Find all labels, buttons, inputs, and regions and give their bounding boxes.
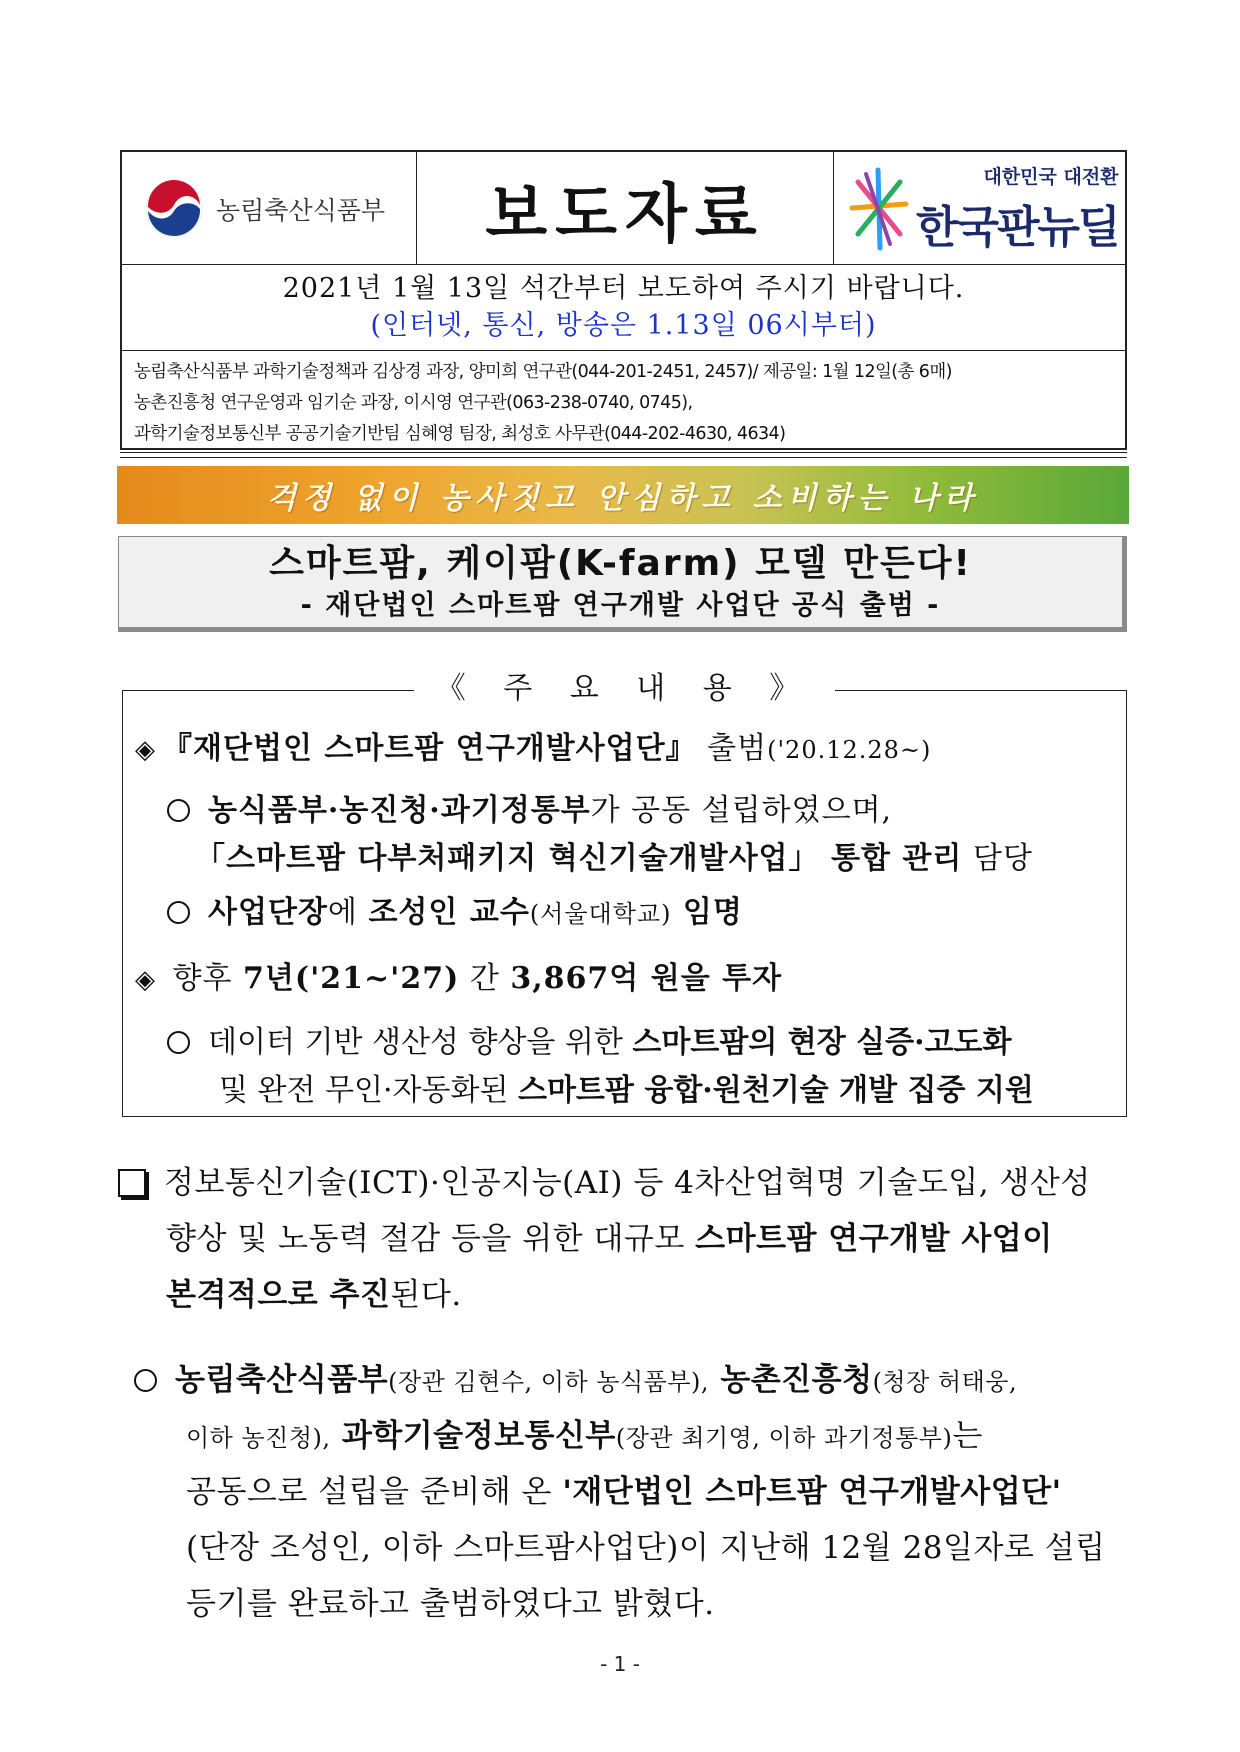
- embargo-row: [122, 265, 1125, 351]
- key-point-1-bold: 『재단법인 스마트팜 연구개발사업단』: [162, 731, 697, 766]
- contact-line: 과학기술정보통신부 공공기술기반팀 심혜영 팀장, 최성호 사무관(044-202-4630, 4634): [134, 424, 786, 444]
- ministry-logo-cell: [122, 152, 417, 265]
- key-point-2-period: 7년('21~'27): [243, 961, 460, 996]
- p2-line-3-bold: '재단법인 스마트팜 연구개발사업단': [562, 1474, 1062, 1510]
- diamond-bullet-icon: ◈: [135, 965, 156, 995]
- sub-3-cont-bold: 스마트팜 융합·원천기술 개발 집중 지원: [517, 1073, 1034, 1108]
- key-point-1-sub-1-cont: [195, 833, 1033, 877]
- header-table: [120, 150, 1127, 450]
- korea-government-emblem-icon: [144, 179, 204, 239]
- slogan-banner: [117, 466, 1129, 524]
- key-point-2-mid: 간: [459, 961, 511, 996]
- circle-bullet-icon: [134, 1369, 157, 1392]
- newdeal-text: [916, 162, 1119, 255]
- headline-title: 스마트팜, 케이팜(K-farm) 모델 만든다!: [269, 543, 972, 584]
- contact-line: 농림축산식품부 과학기술정책과 김상경 과장, 양미희 연구관(044-201-2451, 2457)/ 제공일: 1월 12일(총 6매): [134, 362, 952, 382]
- p2-line-3: [186, 1466, 1062, 1511]
- embargo-notice: 2021년 1월 13일 석간부터 보도하여 주시기 바랍니다.: [282, 273, 965, 304]
- checkbox-bullet-icon: [118, 1169, 146, 1197]
- contacts-row: [122, 351, 1125, 452]
- press-title: 보도자료: [485, 177, 765, 252]
- diamond-bullet-icon: ◈: [135, 735, 156, 765]
- p2-line-5: [186, 1578, 715, 1623]
- ministry-name: 농림축산식품부: [216, 195, 386, 225]
- sub-2-bold-1: 사업단장: [208, 895, 328, 930]
- circle-bullet-icon: [167, 901, 190, 924]
- newdeal-logo-cell: [834, 152, 1129, 265]
- sub-1-cont-bold: 「스마트팜 다부처패키지 혁신기술개발사업」 통합 관리: [195, 841, 963, 876]
- p1-line-2-text: 향상 및 노동력 절감 등을 위한 대규모: [166, 1221, 696, 1257]
- p1-line-3: [166, 1269, 462, 1314]
- press-title-cell: [417, 152, 834, 265]
- key-points-title-wrap: [123, 667, 1126, 711]
- p2-msit: 과학기술정보통신부: [330, 1418, 616, 1454]
- sub-2-text: 에: [327, 895, 369, 930]
- p2-line-5-text: 등기를 완료하고 출범하였다고 밝혔다.: [186, 1586, 715, 1622]
- key-point-1-sub-1: [167, 785, 892, 829]
- newdeal-burst-icon: [846, 164, 910, 254]
- sub-1-text: 가 공동 설립하였으며,: [590, 793, 893, 828]
- sub-3-bold: 스마트팜의 현장 실증·고도화: [632, 1025, 1012, 1060]
- circle-bullet-icon: [167, 1031, 190, 1054]
- p1-line-2: [166, 1213, 1053, 1258]
- key-point-2-sub-1: [167, 1017, 1012, 1061]
- p2-line-2: [186, 1410, 983, 1455]
- sub-1-cont-text: 담당: [962, 841, 1033, 876]
- p2-line-4-text: (단장 조성인, 이하 스마트팜사업단)이 지난해 12월 28일자로 설립: [186, 1530, 1106, 1566]
- key-point-1-text: 출범: [696, 731, 768, 766]
- sub-1-bold: 농식품부·농진청·과기정통부: [208, 793, 591, 828]
- p2-ministry-agri-note: (장관 김현수, 이하 농식품부),: [388, 1368, 710, 1396]
- p1-line-3-bold: 본격적으로 추진: [166, 1277, 391, 1313]
- key-point-1-sub-2: [167, 887, 743, 931]
- p1-line-1-text: 정보통신기술(ICT)·인공지능(AI) 등 4차산업혁명 기술도입, 생산성: [164, 1165, 1091, 1201]
- page-number: - 1 -: [600, 1652, 640, 1676]
- p2-line-3-text: 공동으로 설립을 준비해 온: [186, 1474, 563, 1510]
- sub-2-bold-2: 조성인 교수: [368, 895, 530, 930]
- key-points-title: 《 주 요 내 용 》: [414, 667, 836, 711]
- newdeal-title: 한국판뉴딜: [916, 202, 1119, 253]
- p2-rda: 농촌진흥청: [709, 1362, 873, 1398]
- key-point-2-pre: 향후: [162, 961, 244, 996]
- p2-line-4: [186, 1522, 1106, 1567]
- key-points-box: [122, 671, 1127, 1117]
- headline-box: [118, 536, 1127, 632]
- embargo-online-notice: (인터넷, 통신, 방송은 1.13일 06시부터): [370, 310, 877, 341]
- headline-subtitle: - 재단법인 스마트팜 연구개발 사업단 공식 출범 -: [300, 590, 941, 621]
- p2-rda-note: (청장 허태웅,: [872, 1368, 1018, 1396]
- p2-line-2-text: 는: [952, 1418, 983, 1454]
- p2-line-1: [134, 1354, 1017, 1399]
- key-point-2: [135, 953, 782, 997]
- sub-2-affiliation: (서울대학교): [529, 900, 672, 928]
- p1-line-3-text: 된다.: [390, 1277, 462, 1313]
- contact-line: 농촌진흥청 연구운영과 임기순 과장, 이시영 연구관(063-238-0740, 0745),: [134, 393, 693, 413]
- p1-line-1: [118, 1157, 1091, 1202]
- sub-3-cont-text: 및 완전 무인·자동화된: [219, 1073, 518, 1108]
- newdeal-subtitle: 대한민국 대전환: [983, 166, 1119, 188]
- p2-rda-note-cont: 이하 농진청),: [186, 1424, 331, 1452]
- p2-ministry-agri: 농림축산식품부: [175, 1362, 389, 1398]
- sub-2-bold-3: 임명: [671, 895, 743, 930]
- key-point-2-amount: 3,867억 원을 투자: [510, 961, 783, 996]
- key-point-1-date: ('20.12.28~): [767, 736, 932, 764]
- p2-msit-note: (장관 최기영, 이하 과기정통부): [615, 1424, 953, 1452]
- sub-3-text: 데이터 기반 생산성 향상을 위한: [208, 1025, 633, 1060]
- circle-bullet-icon: [167, 799, 190, 822]
- p1-line-2-bold: 스마트팜 연구개발 사업이: [695, 1221, 1053, 1257]
- header-top-row: [122, 152, 1125, 265]
- slogan-text: 걱정 없이 농사짓고 안심하고 소비하는 나라: [267, 481, 979, 516]
- key-point-1: [135, 723, 931, 767]
- double-divider: [120, 452, 1127, 458]
- key-point-2-sub-1-cont: [219, 1065, 1034, 1109]
